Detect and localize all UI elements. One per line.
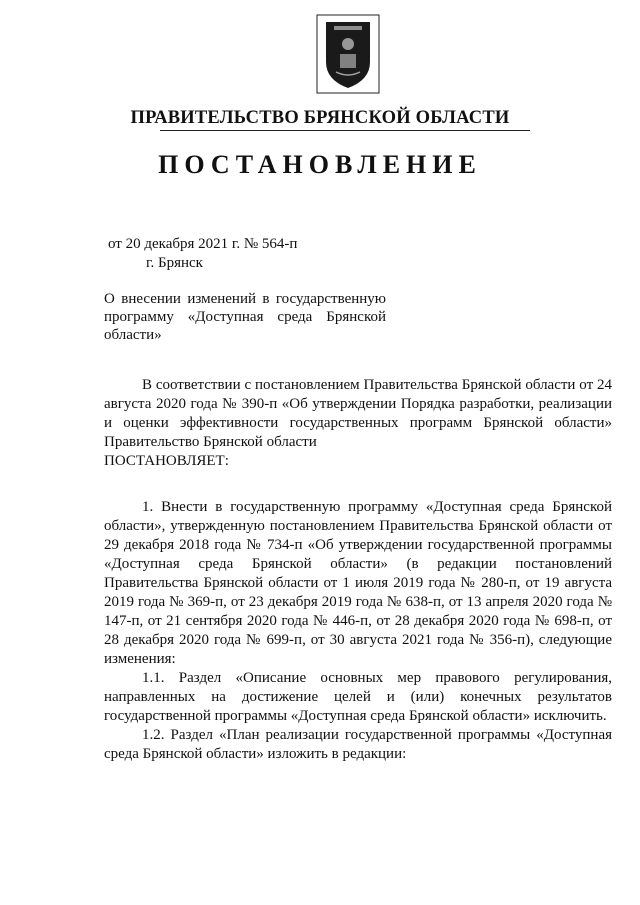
date-number: от 20 декабря 2021 г. № 564-п — [108, 236, 298, 252]
preamble-text: В соответствии с постановлением Правительства Брянской области от 24 августа 2020 года № 390-п «Об утверждении Порядка разработки, реализации и оценки эффективности государственных программ Брянской области» Правительство Брянской области — [104, 377, 612, 450]
preamble — [104, 376, 612, 471]
item-1: 1. Внести в государственную программу «Доступная среда Брянской области», утвержденную постановлением Правительства Брянской области от 29 декабря 2018 года № 734-п «Об утверждении государственной программы «Доступная среда Брянской области» (в редакции постановлений Правительства Брянской области от 1 июля 2019 года № 280-п, от 19 августа 2019 года № 369-п, от 23 декабря 2019 года № 638-п, от 13 апреля 2020 года № 147-п, от 21 сентября 2020 года № 446-п, от 28 декабря 2020 года № 698-п, от 28 декабря 2020 года № 699-п, от 30 августа 2021 года № 356-п), следующие изменения: — [104, 499, 612, 667]
item-1-1: 1.1. Раздел «Описание основных мер правового регулирования, направленных на достижение целей и (или) конечных результатов государственной программы «Доступная среда Брянской области» исключить. — [104, 670, 612, 724]
header-rule — [160, 130, 530, 131]
bryansk-coat-of-arms-icon — [316, 14, 380, 94]
document-type-title: ПОСТАНОВЛЕНИЕ — [158, 150, 482, 179]
item-1-2: 1.2. Раздел «План реализации государственной программы «Доступная среда Брянской области» изложить в редакции: — [104, 727, 612, 762]
organization-title: ПРАВИТЕЛЬСТВО БРЯНСКОЙ ОБЛАСТИ — [130, 108, 510, 128]
emblem — [316, 14, 380, 94]
city: г. Брянск — [146, 255, 203, 271]
resolves-word: ПОСТАНОВЛЯЕТ: — [104, 453, 229, 469]
decree-items — [104, 498, 612, 764]
decree-subject: О внесении изменений в государственную программу «Доступная среда Брянской области» — [104, 291, 386, 343]
